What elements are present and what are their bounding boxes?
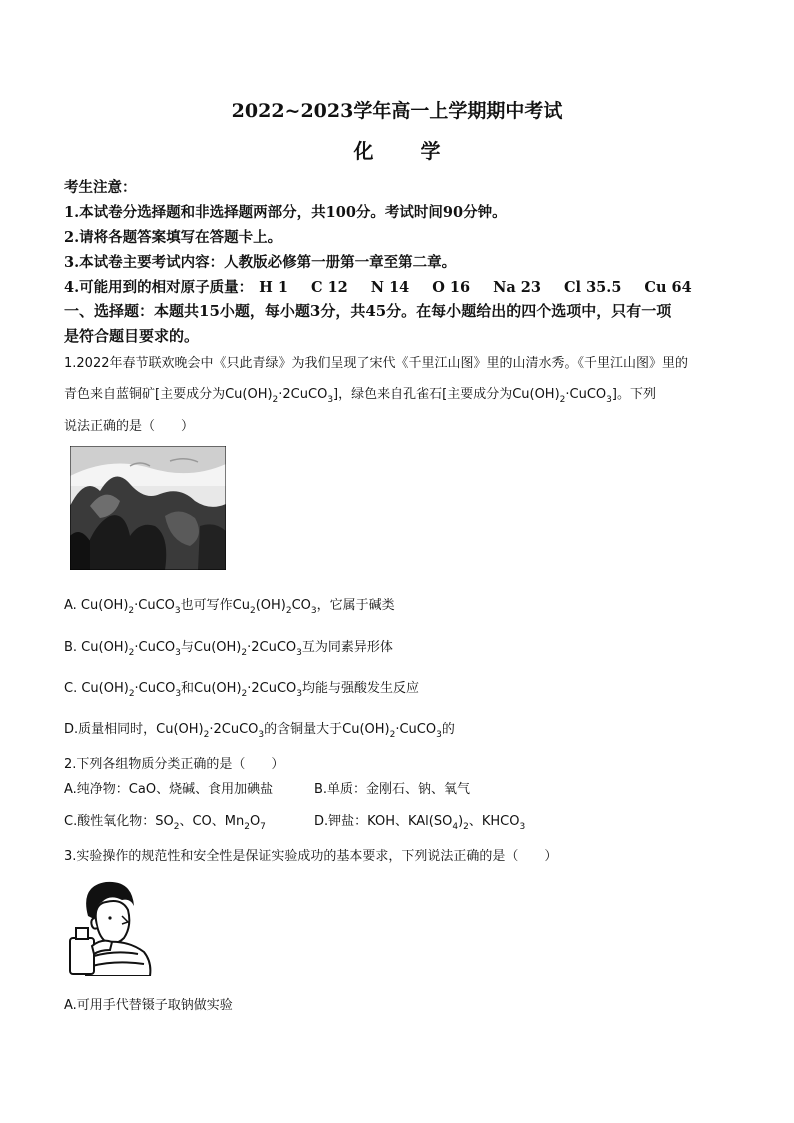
notice-item-2: 2.请将各题答案填写在答题卡上。 [64,229,283,246]
q1-option-d[interactable]: D.质量相同时，$Cu(OH)_2\cdot 2CuCO_3$的含铜量大于$Cu(OH)_2\cdot CuCO_3$的 [64,722,455,740]
q1-stem-line1: 1.2022年春节联欢晚会中《只此青绿》为我们呈现了宋代《千里江山图》里的山清水秀。《千里江山图》里的 [64,356,688,371]
notice-item-3: 3.本试卷主要考试内容：人教版必修第一册第一章至第二章。 [64,254,457,271]
landscape-painting-image [70,446,226,570]
q2-stem: 2.下列各组物质分类正确的是（ ） [64,757,285,772]
subject-title: 化 学 [353,139,461,163]
q2-option-d[interactable]: D.钾盐：KOH、$KAl(SO_4)_2$、$KHCO_3$ [314,814,526,832]
notice-item-1: 1.本试卷分选择题和非选择题两部分，共100分。考试时间90分钟。 [64,204,507,221]
q2-options-row1 [64,778,470,797]
q2-option-a[interactable]: A.纯净物：CaO、烧碱、食用加碘盐 [64,782,274,797]
mass-cl: Cl 35.5 [564,279,622,296]
q1-option-b[interactable]: B. $Cu(OH)_2\cdot CuCO_3$与$Cu(OH)_2\cdot 2CuCO_3$互为同素异形体 [64,640,393,658]
mass-o: O 16 [432,279,471,296]
mass-n: N 14 [370,279,410,296]
q3-stem: 3.实验操作的规范性和安全性是保证实验成功的基本要求，下列说法正确的是（ ） [64,849,558,864]
mass-h: H 1 [259,279,288,296]
mass-na: Na 23 [493,279,541,296]
q1-option-c[interactable]: C. $Cu(OH)_2\cdot CuCO_3$和$Cu(OH)_2\cdot 2CuCO_3$均能与强酸发生反应 [64,681,420,699]
masses-label: 4.可能用到的相对原子质量： [64,279,254,296]
person-smelling-bottle-image [66,876,156,976]
mass-c: C 12 [310,279,348,296]
section1-line2: 是符合题目要求的。 [64,327,200,345]
notice-item-4 [64,276,715,297]
q2-option-c[interactable]: C.酸性氧化物：$SO_2$、CO、$Mn_2O_7$ [64,814,266,832]
q1-stem-line3: 说法正确的是（ ） [64,419,195,434]
q1-stem-line2: 青色来自蓝铜矿[主要成分为$Cu(OH)_2\cdot 2CuCO_3$]，绿色来自孔雀石[主要成分为$Cu(OH)_2\cdot CuCO_3$]。下列 [64,387,656,405]
section1-line1: 一、选择题：本题共15小题，每小题3分，共45分。在每小题给出的四个选项中，只有一项 [64,302,672,320]
q2-option-b[interactable]: B.单质：金刚石、钠、氧气 [314,782,471,797]
exam-title: 2022~2023学年高一上学期期中考试 [231,100,563,122]
q3-option-a[interactable]: A.可用手代替镊子取钠做实验 [64,998,233,1013]
q1-option-a[interactable]: A. $Cu(OH)_2\cdot CuCO_3$也可写作$Cu_2(OH)_2CO_3$，它属于碱类 [64,598,395,616]
mass-cu: Cu 64 [644,279,692,296]
notice-heading: 考生注意： [64,179,137,196]
q2-options-row2 [64,810,526,832]
